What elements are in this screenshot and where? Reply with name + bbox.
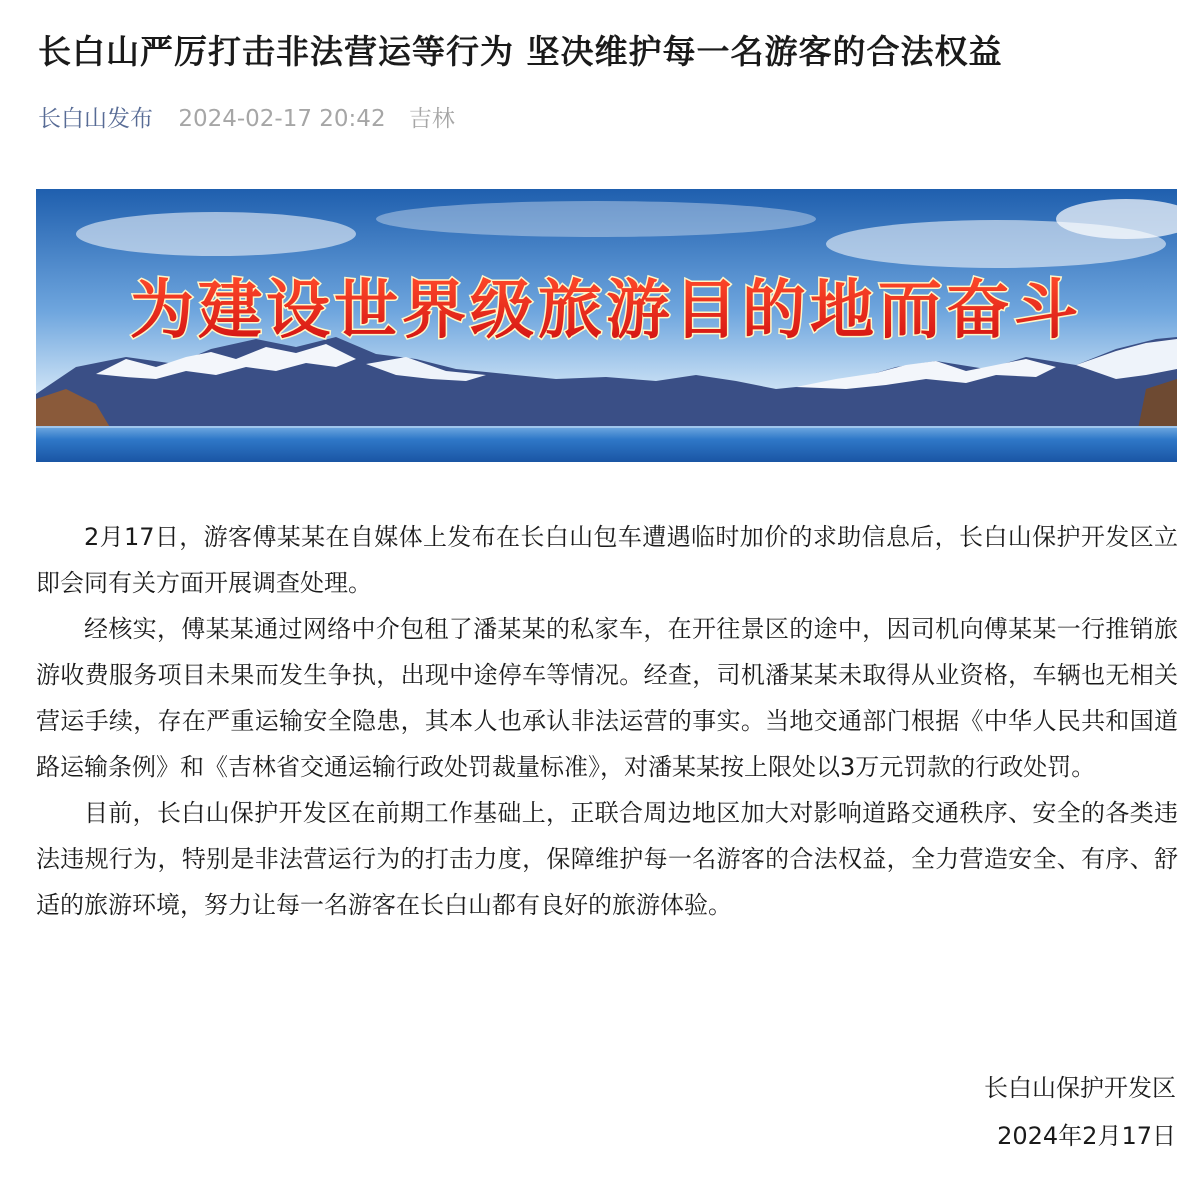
publish-location: 吉林 [408, 106, 455, 132]
banner-lake-mountains-image [36, 189, 1177, 462]
banner-slogan-text: 为建设世界级旅游目的地而奋斗 [130, 274, 1082, 348]
signature-date: 2024年2月17日 [997, 1122, 1176, 1150]
banner-image [36, 189, 1177, 462]
article-title: 长白山严厉打击非法营运等行为 坚决维护每一名游客的合法权益 [38, 32, 1003, 71]
signature-org: 长白山保护开发区 [984, 1074, 1176, 1102]
article-paragraph: 目前，长白山保护开发区在前期工作基础上，正联合周边地区加大对影响道路交通秩序、安全的各类违法违规行为，特别是非法营运行为的打击力度，保障维护每一名游客的合法权益，全力营造安全、有序、舒适的旅游环境，努力让每一名游客在长白山都有良好的旅游体验。 [36, 799, 1178, 919]
article-body [36, 514, 1178, 928]
article-paragraph: 经核实，傅某某通过网络中介包租了潘某某的私家车，在开往景区的途中，因司机向傅某某一行推销旅游收费服务项目未果而发生争执，出现中途停车等情况。经查，司机潘某某未取得从业资格，车辆也无相关营运手续，存在严重运输安全隐患，其本人也承认非法运营的事实。当地交通部门根据《中华人民共和国道路运输条例》和《吉林省交通运输行政处罚裁量标准》，对潘某某按上限处以3万元罚款的行政处罚。 [36, 615, 1178, 781]
account-name-link[interactable]: 长白山发布 [38, 106, 153, 132]
article-paragraph: 2月17日，游客傅某某在自媒体上发布在长白山包车遭遇临时加价的求助信息后，长白山保护开发区立即会同有关方面开展调查处理。 [36, 523, 1178, 597]
signature-block [984, 1064, 1176, 1160]
publish-datetime: 2024-02-17 20:42 [178, 106, 386, 132]
article-meta [38, 103, 455, 135]
